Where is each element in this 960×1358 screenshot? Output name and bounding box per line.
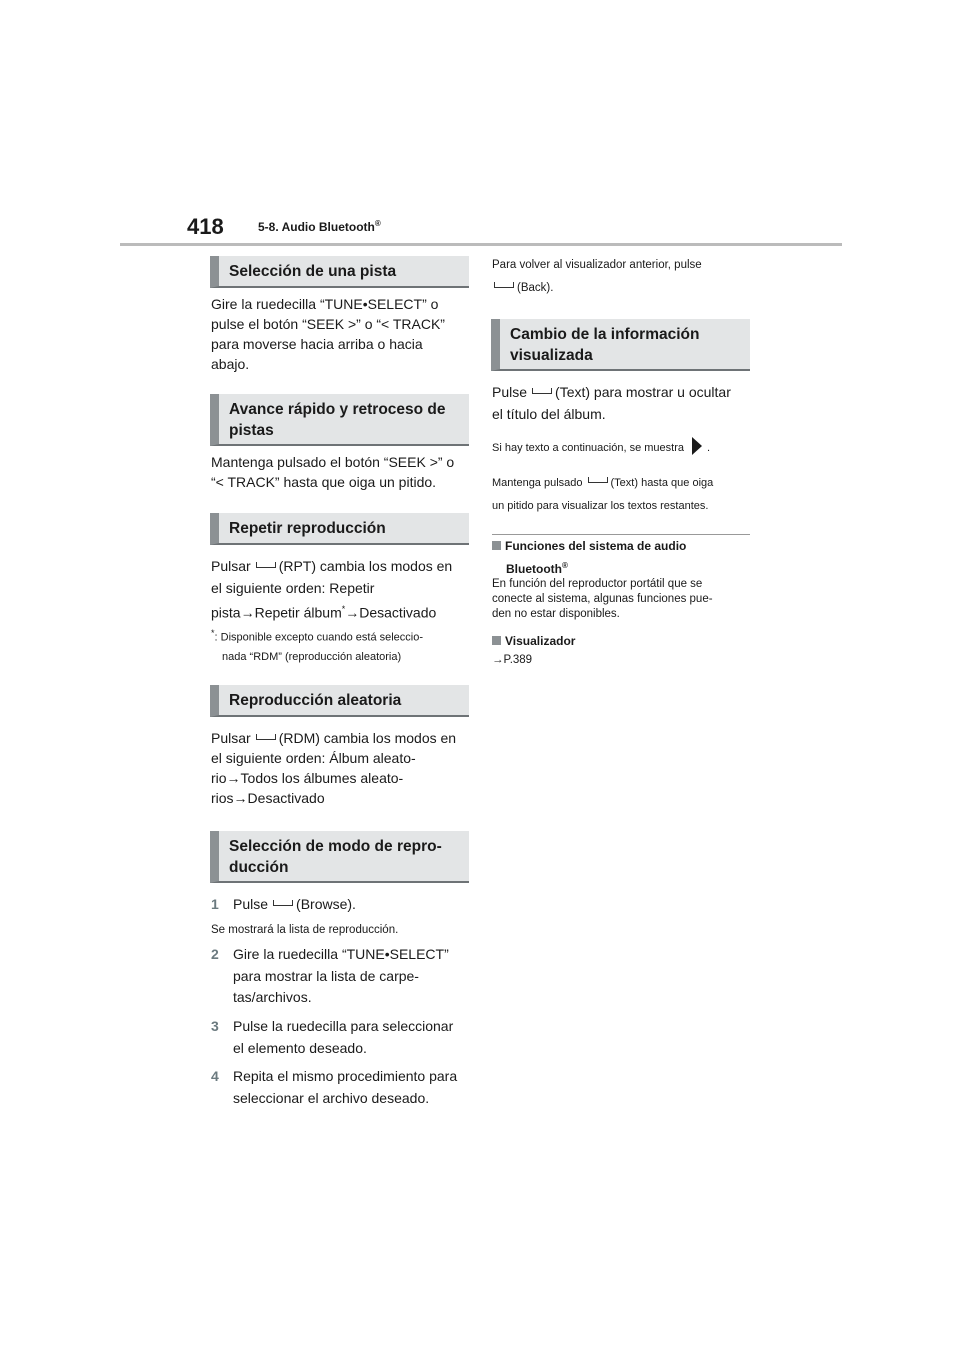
text-fragment: Si hay texto a continuación, se muestra — [492, 442, 684, 454]
text-line: el siguiente orden: Álbum aleato- — [211, 750, 416, 766]
page-reference-link[interactable]: →P.389 — [492, 654, 533, 666]
step-number: 2 — [211, 946, 219, 962]
text-funciones — [492, 577, 754, 622]
square-bullet-icon — [492, 541, 501, 550]
text-fragment: . — [707, 442, 711, 454]
text-line: pulse el botón “SEEK >” o “< TRACK” — [211, 316, 445, 332]
page-number: 418 — [187, 214, 224, 239]
note-line: : Disponible excepto cuando está seleccio- — [214, 631, 424, 644]
heading-line: Avance rápido y retroceso de — [229, 401, 446, 418]
button-icon — [532, 388, 552, 394]
text-line: el elemento deseado. — [233, 1039, 367, 1056]
step-number: 1 — [211, 896, 219, 912]
note-mantenga-pulsado — [492, 472, 754, 518]
note-texto-continuacion — [492, 437, 754, 457]
text-line: el siguiente orden: Repetir — [211, 579, 375, 596]
separator-rule — [492, 534, 750, 535]
registered-mark: ® — [374, 219, 381, 228]
subheading-visualizador — [492, 631, 754, 651]
heading-text: Selección de una pista — [229, 263, 397, 280]
step-2 — [211, 944, 473, 1009]
right-arrow-icon — [692, 437, 702, 455]
text-line: rio→Todos los álbumes aleato- — [211, 770, 404, 786]
text-fragment: →Repetir álbum — [240, 604, 342, 621]
note-repetir — [211, 624, 473, 667]
button-icon — [588, 477, 608, 483]
text-line: rios→Desactivado — [211, 790, 325, 806]
registered-mark: ® — [562, 561, 568, 570]
text-line: seleccionar el archivo deseado. — [233, 1089, 430, 1106]
text-fragment: (Text) hasta que oiga — [610, 477, 714, 489]
heading-line: visualizada — [510, 347, 593, 364]
step-number: 3 — [211, 1018, 219, 1034]
square-bullet-icon — [492, 636, 501, 645]
text-fragment: Pulse la ruedecilla para seleccionar — [233, 1018, 454, 1034]
heading-text: Repetir reproducción — [229, 520, 386, 537]
subheading-text: Funciones del sistema de audio — [505, 539, 687, 553]
heading-line: Selección de modo de repro- — [229, 838, 442, 855]
text-fragment: Pulsar — [211, 730, 251, 746]
text-line: para mostrar la lista de carpe- — [233, 967, 419, 984]
text-line: para moverse hacia arriba o hacia — [211, 336, 423, 352]
step-3 — [211, 1016, 473, 1059]
section-title — [258, 219, 381, 234]
heading-aleatoria — [210, 685, 469, 717]
note-line: nada “RDM” (reproducción aleatoria) — [222, 650, 402, 663]
section-title-text: 5-8. Audio Bluetooth — [258, 220, 375, 234]
text-seleccion-pista — [211, 294, 469, 374]
text-line: el título del álbum. — [492, 405, 606, 422]
text-line: Gire la ruedecilla “TUNE•SELECT” o — [211, 296, 439, 312]
text-line: un pitido para visualizar los textos restantes. — [492, 500, 709, 512]
button-icon — [256, 734, 276, 740]
heading-repetir — [210, 513, 469, 545]
subheading-text: Bluetooth — [506, 562, 562, 576]
heading-line: pistas — [229, 422, 274, 439]
text-line: “< TRACK” hasta que oiga un pitido. — [211, 474, 437, 490]
text-line: Mantenga pulsado el botón “SEEK >” o — [211, 454, 455, 470]
heading-cambio-informacion — [491, 319, 750, 371]
step-1 — [211, 894, 473, 914]
text-line: abajo. — [211, 356, 250, 372]
button-icon — [494, 282, 514, 288]
heading-avance-rapido — [210, 394, 469, 446]
button-icon — [256, 562, 276, 568]
step-1-note: Se mostrará la lista de reproducción. — [211, 924, 399, 936]
heading-line: ducción — [229, 859, 289, 876]
heading-line: Cambio de la información — [510, 326, 700, 343]
text-line: den no estar disponibles. — [492, 608, 620, 620]
text-fragment: (Text) para mostrar u ocultar — [555, 384, 731, 400]
text-line: tas/archivos. — [233, 989, 312, 1005]
text-fragment: (RPT) cambia los modos en — [278, 558, 453, 574]
text-fragment: Gire la ruedecilla “TUNE•SELECT” — [233, 946, 449, 962]
subheading-text: Visualizador — [505, 634, 576, 648]
text-fragment: Pulsar — [211, 558, 251, 574]
heading-modo-reproduccion — [210, 831, 469, 883]
text-repetir — [211, 556, 473, 624]
text-fragment: Repita el mismo procedimiento para — [233, 1068, 458, 1084]
step-number: 4 — [211, 1068, 219, 1084]
asterisk: * — [341, 604, 346, 614]
text-fragment: (Browse). — [296, 896, 356, 912]
text-fragment: pista — [211, 604, 241, 621]
text-cambio-informacion — [492, 382, 754, 425]
text-fragment: Mantenga pulsado — [492, 477, 583, 489]
text-fragment: (Back). — [517, 282, 554, 294]
heading-text: Reproducción aleatoria — [229, 692, 402, 709]
step-4 — [211, 1066, 473, 1109]
text-fragment: (RDM) cambia los modos en — [278, 730, 457, 746]
back-text — [492, 254, 752, 300]
subheading-funciones — [492, 536, 754, 579]
header-rule — [120, 243, 842, 246]
text-avance-rapido — [211, 452, 469, 492]
text-fragment: →Desactivado — [345, 604, 437, 621]
text-fragment: Pulse — [233, 896, 269, 912]
text-line: conecte al sistema, algunas funciones pue- — [492, 593, 713, 605]
button-icon — [273, 900, 293, 906]
asterisk: * — [211, 628, 215, 638]
text-line: En función del reproductor portátil que se — [492, 578, 703, 590]
text-fragment: Pulse — [492, 384, 528, 400]
text-line: Para volver al visualizador anterior, pulse — [492, 259, 702, 271]
heading-seleccion-pista — [210, 256, 469, 288]
text-aleatoria — [211, 728, 473, 808]
